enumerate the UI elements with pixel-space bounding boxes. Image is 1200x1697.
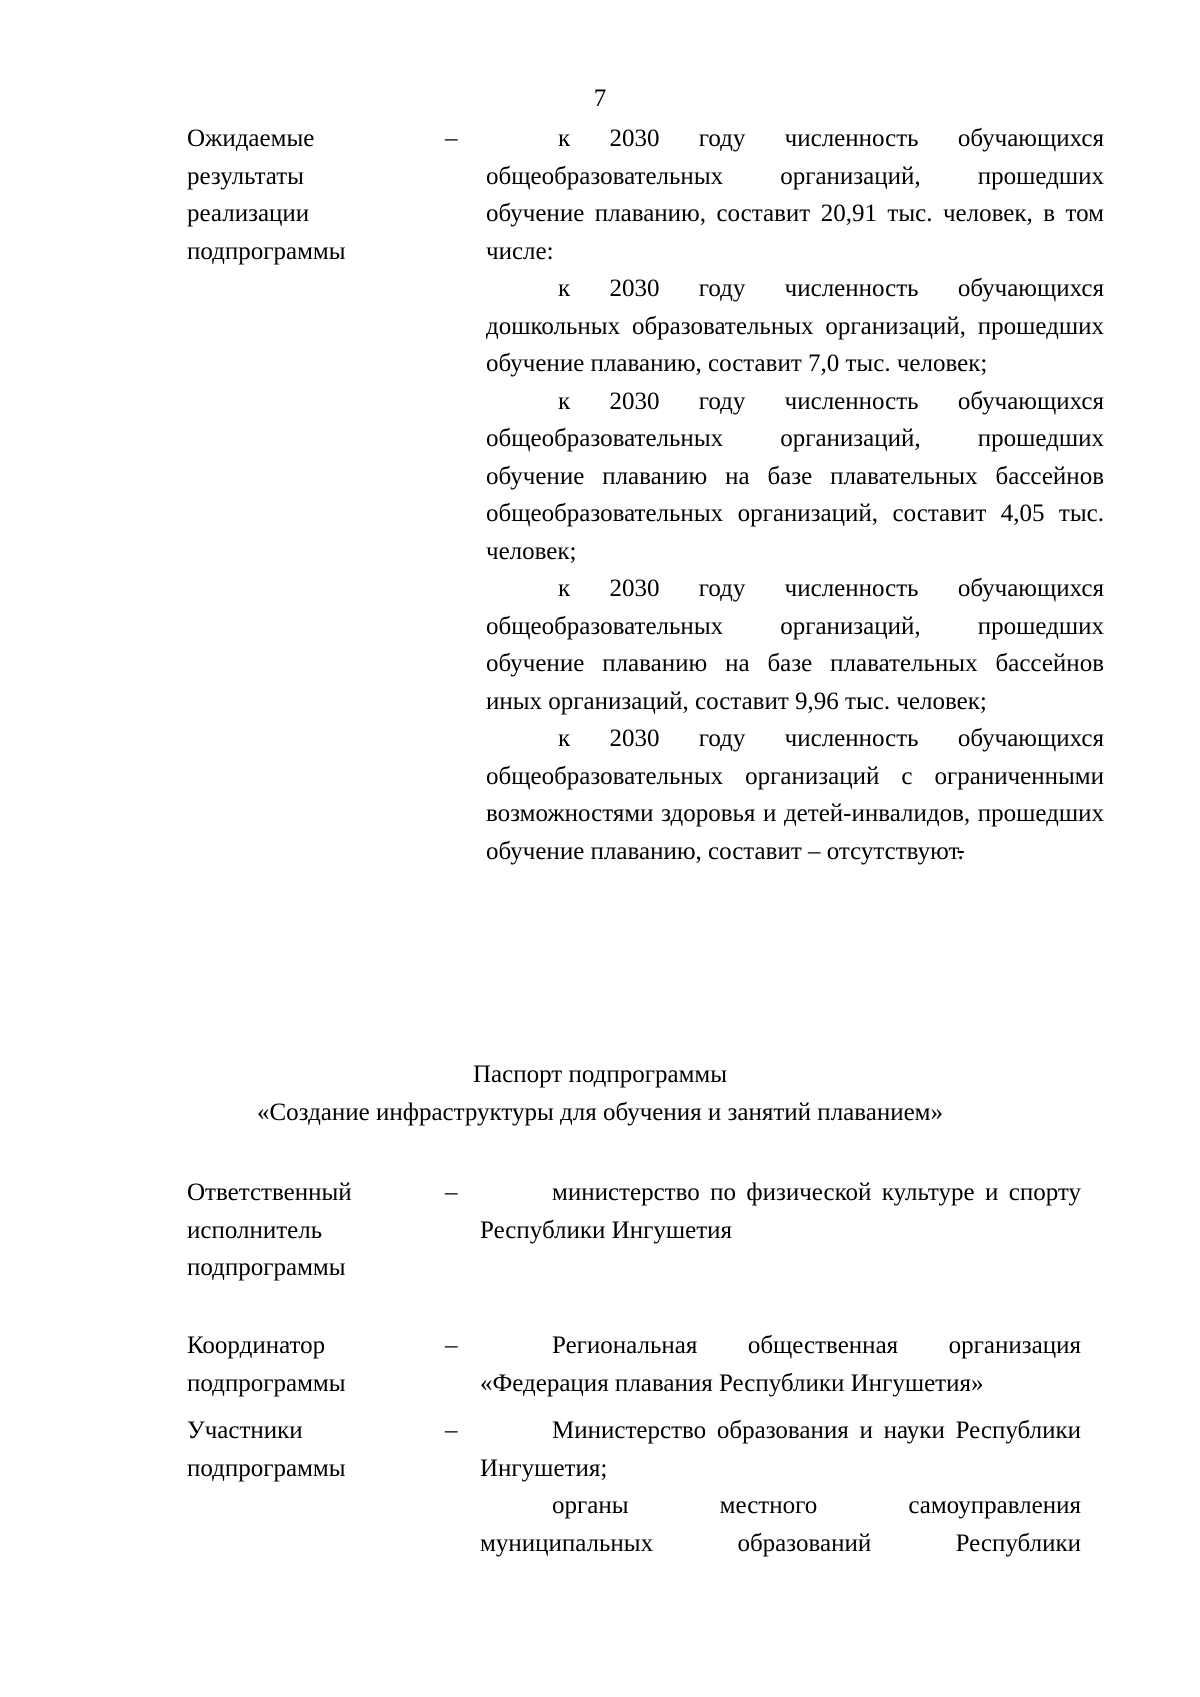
label-line: подпрограммы [187,1369,346,1397]
label-line: Участники [187,1417,303,1444]
result-paragraph: к 2030 году численность обучающихся общеобразовательных организаций, прошедших обучение плаванию на базе плавательных бассейнов общеобразовательных организаций, составит 4,05 тыс. человек; [486,387,1104,565]
executor-text: министерство по физической культуре и спорту Республики Ингушетия [480,1179,1081,1244]
result-paragraph: к 2030 году численность обучающихся общеобразовательных организаций, прошедших обучение плаванию, составит 20,91 тыс. человек, в том числе: [486,125,1104,265]
label-line: подпрограммы [187,1454,346,1482]
participants-content [480,1412,1081,1562]
participants-paragraph: Министерство образования и науки Республики Ингушетия; [480,1417,1081,1482]
result-paragraph-last [486,720,1104,870]
expected-results-label [187,120,437,270]
label-line: подпрограммы [187,1254,346,1281]
executor-content [480,1174,1081,1249]
label-line: Ожидаемые [187,125,315,152]
participants-paragraph: органы местного самоуправления муниципальных образований Республики [480,1492,1081,1557]
label-line: результаты [187,162,304,190]
label-line: подпрограммы [187,237,346,265]
label-line: реализации [187,200,310,227]
dash: – [445,1332,458,1359]
label-line: Ответственный [187,1179,352,1206]
page-number: 7 [593,85,607,112]
passport-title: Паспорт подпрограммы [472,1061,728,1088]
coordinator-text: Региональная общественная организация «Федерация плавания Республики Ингушетия» [480,1332,1081,1397]
dash: – [445,125,458,152]
result-paragraph-text: к 2030 году численность обучающихся общеобразовательных организаций с ограниченными возможностями здоровья и детей-инвалидов, прошедших обучение плаванию, составит – отсутствуют [486,725,1104,865]
struck-period: . [957,837,964,865]
label-line: исполнитель [187,1216,323,1244]
coordinator-label [187,1327,437,1402]
result-paragraph: к 2030 году численность обучающихся общеобразовательных организаций, прошедших обучение плаванию на базе плавательных бассейнов иных организаций, составит 9,96 тыс. человек; [486,575,1104,715]
dash: – [445,1179,458,1206]
dash: – [445,1417,458,1444]
expected-results-content [486,120,1104,870]
result-paragraph: к 2030 году численность обучающихся дошкольных образовательных организаций, прошедших обучение плаванию, составит 7,0 тыс. человек; [486,275,1104,377]
coordinator-content [480,1327,1081,1402]
participants-label [187,1412,437,1487]
executor-label [187,1174,437,1287]
label-line: Координатор [187,1332,326,1359]
passport-subtitle: «Создание инфраструктуры для обучения и занятий плаванием» [256,1099,944,1126]
